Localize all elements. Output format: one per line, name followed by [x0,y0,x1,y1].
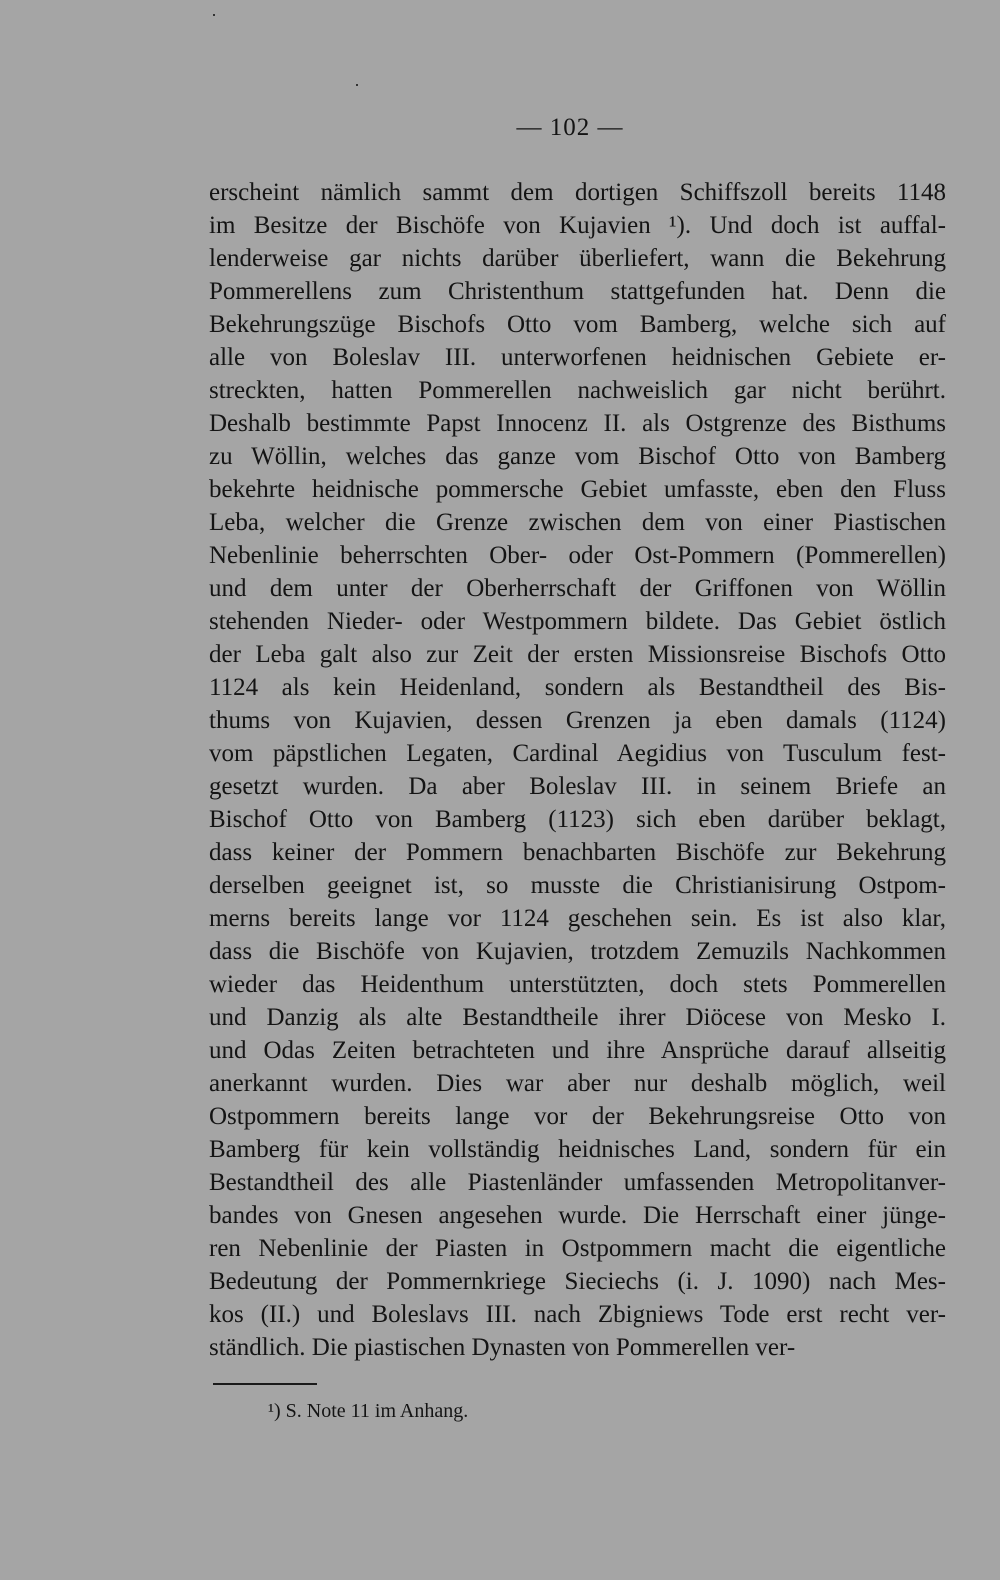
footnote [268,1397,468,1425]
text-line: Bedeutung der Pommernkriege Sieciechs (i. J. 1090) nach Mes- [209,1268,946,1295]
text-line: Nebenlinie beherrschten Ober- oder Ost-Pommern (Pommerellen) [209,542,946,569]
text-line: und Odas Zeiten betrachteten und ihre Ansprüche darauf allseitig [209,1037,946,1064]
text-line: merns bereits lange vor 1124 geschehen sein. Es ist also klar, [209,905,946,932]
text-line: und dem unter der Oberherrschaft der Griffonen von Wöllin [209,575,946,602]
text-line: Bischof Otto von Bamberg (1123) sich eben darüber beklagt, [209,806,946,833]
text-line: dass keiner der Pommern benachbarten Bischöfe zur Bekehrung [209,839,946,866]
text-line: gesetzt wurden. Da aber Boleslav III. in seinem Briefe an [209,773,946,800]
scan-speck [356,84,358,86]
text-line: erscheint nämlich sammt dem dortigen Schiffszoll bereits 1148 [209,179,946,206]
body-text [209,176,946,1364]
text-line: Bamberg für kein vollständig heidnisches Land, sondern für ein [209,1136,946,1163]
text-line: derselben geeignet ist, so musste die Christianisirung Ostpom- [209,872,946,899]
text-line: Leba, welcher die Grenze zwischen dem von einer Piastischen [209,509,946,536]
text-line: ren Nebenlinie der Piasten in Ostpommern macht die eigentliche [209,1235,946,1262]
text-line: vom päpstlichen Legaten, Cardinal Aegidius von Tusculum fest- [209,740,946,767]
text-line: 1124 als kein Heidenland, sondern als Bestandtheil des Bis- [209,674,946,701]
footnote-text: S. Note 11 im Anhang. [285,1400,469,1422]
text-line: wieder das Heidenthum unterstützten, doch stets Pommerellen [209,971,946,998]
text-line: anerkannt wurden. Dies war aber nur deshalb möglich, weil [209,1070,946,1097]
text-line: Pommerellens zum Christenthum stattgefunden hat. Denn die [209,278,946,305]
text-line: zu Wöllin, welches das ganze vom Bischof Otto von Bamberg [209,443,946,470]
text-line: alle von Boleslav III. unterworfenen heidnischen Gebiete er- [209,344,946,371]
footnote-rule [213,1383,317,1385]
scan-speck [213,14,215,16]
text-line: thums von Kujavien, dessen Grenzen ja eben damals (1124) [209,707,946,734]
text-line: lenderweise gar nichts darüber überliefert, wann die Bekehrung [209,245,946,272]
text-line: Bekehrungszüge Bischofs Otto vom Bamberg, welche sich auf [209,311,946,338]
text-line: und Danzig als alte Bestandtheile ihrer Diöcese von Mesko I. [209,1004,946,1031]
page-number: — 102 — [516,114,624,141]
text-line: kos (II.) und Boleslavs III. nach Zbigniews Tode erst recht ver- [209,1301,946,1328]
text-line: der Leba galt also zur Zeit der ersten Missionsreise Bischofs Otto [209,641,946,668]
text-line: stehenden Nieder- oder Westpommern bildete. Das Gebiet östlich [209,608,946,635]
text-line: im Besitze der Bischöfe von Kujavien ¹). Und doch ist auffal- [209,212,946,239]
text-line: bandes von Gnesen angesehen wurde. Die Herrschaft einer jünge- [209,1202,946,1229]
text-line: Deshalb bestimmte Papst Innocenz II. als Ostgrenze des Bisthums [209,410,946,437]
text-line: streckten, hatten Pommerellen nachweislich gar nicht berührt. [209,377,946,404]
text-line: Bestandtheil des alle Piastenländer umfassenden Metropolitanver- [209,1169,946,1196]
text-line: ständlich. Die piastischen Dynasten von Pommerellen ver- [209,1334,796,1361]
text-line: dass die Bischöfe von Kujavien, trotzdem Zemuzils Nachkommen [209,938,946,965]
text-line: Ostpommern bereits lange vor der Bekehrungsreise Otto von [209,1103,946,1130]
footnote-marker: ¹) [268,1400,281,1422]
text-line: bekehrte heidnische pommersche Gebiet umfasste, eben den Fluss [209,476,946,503]
